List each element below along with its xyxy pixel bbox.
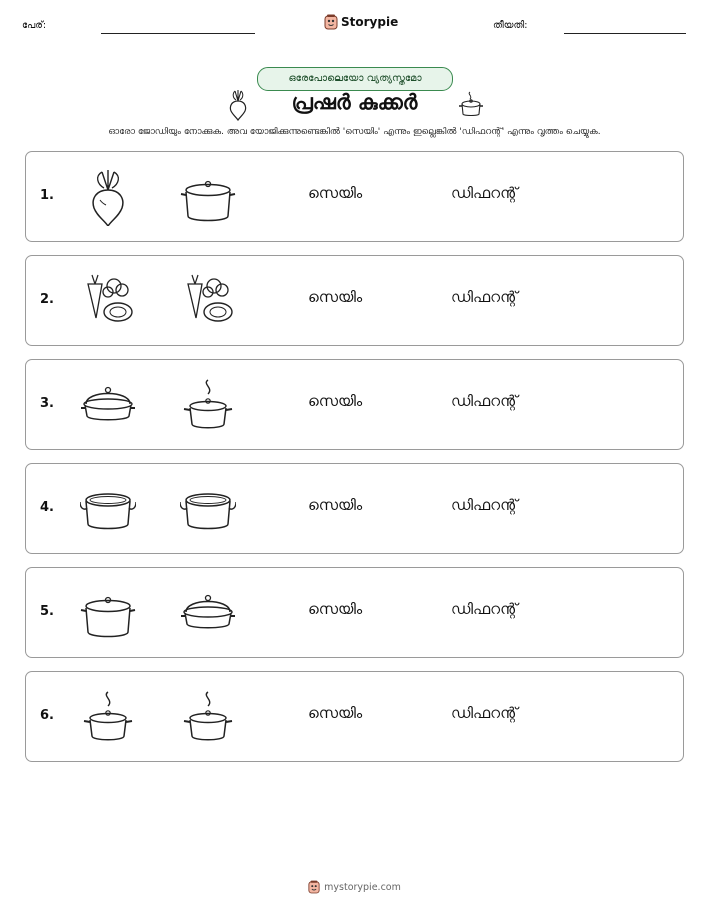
steaming-pot-icon (180, 688, 236, 746)
worksheet-header (0, 14, 709, 38)
title-pot-icon (458, 90, 484, 120)
question-number: 1. (40, 188, 54, 203)
topic-badge: ഒരേപോലെയോ വ്യത്യസ്തമോ (257, 67, 453, 91)
question-row-4 (25, 463, 684, 554)
different-option[interactable]: ഡിഫറന്റ് (451, 184, 518, 202)
pot-icon (80, 584, 136, 642)
same-option[interactable]: സെയിം (308, 288, 363, 306)
same-option[interactable]: സെയിം (308, 496, 363, 514)
flat-pot-icon (180, 584, 236, 642)
steaming-pot-icon (80, 688, 136, 746)
question-number: 4. (40, 500, 54, 515)
instructions: ഓരോ ജോഡിയും നോക്കുക. അവ യോജിക്കുന്നുണ്ടെങ്കിൽ 'സെയിം' എന്നും ഇല്ലെങ്കിൽ 'ഡിഫറന്റ്' എന്നും വൃത്തം ചെയ്യുക. (108, 127, 601, 137)
flat-pot-icon (80, 376, 136, 434)
steaming-pot-icon (180, 376, 236, 434)
same-option[interactable]: സെയിം (308, 704, 363, 722)
title-beet-icon (226, 89, 250, 121)
name-line[interactable] (101, 33, 255, 34)
storypie-logo-icon (308, 880, 320, 894)
date-line[interactable] (564, 33, 686, 34)
footer (0, 880, 709, 894)
soup-pot-icon (180, 480, 236, 538)
different-option[interactable]: ഡിഫറന്റ് (451, 496, 518, 514)
date-label: തീയതി: (493, 20, 528, 31)
question-number: 6. (40, 708, 54, 723)
storypie-logo-icon (324, 14, 338, 30)
question-number: 3. (40, 396, 54, 411)
different-option[interactable]: ഡിഫറന്റ് (451, 704, 518, 722)
different-option[interactable]: ഡിഫറന്റ് (451, 392, 518, 410)
question-row-1 (25, 151, 684, 242)
vegetables-icon (80, 272, 136, 330)
name-label: പേര്: (22, 20, 47, 31)
same-option[interactable]: സെയിം (308, 392, 363, 410)
page-title: പ്രഷർ കുക്കർ (291, 90, 418, 114)
same-option[interactable]: സെയിം (308, 600, 363, 618)
question-row-5 (25, 567, 684, 658)
soup-pot-icon (80, 480, 136, 538)
same-option[interactable]: സെയിം (308, 184, 363, 202)
brand-logo (324, 14, 398, 30)
pot-icon (180, 168, 236, 226)
question-number: 5. (40, 604, 54, 619)
question-number: 2. (40, 292, 54, 307)
question-row-2 (25, 255, 684, 346)
beet-icon (80, 168, 136, 226)
different-option[interactable]: ഡിഫറന്റ് (451, 600, 518, 618)
brand-name: Storypie (341, 15, 399, 29)
question-row-3 (25, 359, 684, 450)
question-row-6 (25, 671, 684, 762)
different-option[interactable]: ഡിഫറന്റ് (451, 288, 518, 306)
vegetables-icon (180, 272, 236, 330)
footer-url[interactable]: mystorypie.com (324, 881, 401, 893)
